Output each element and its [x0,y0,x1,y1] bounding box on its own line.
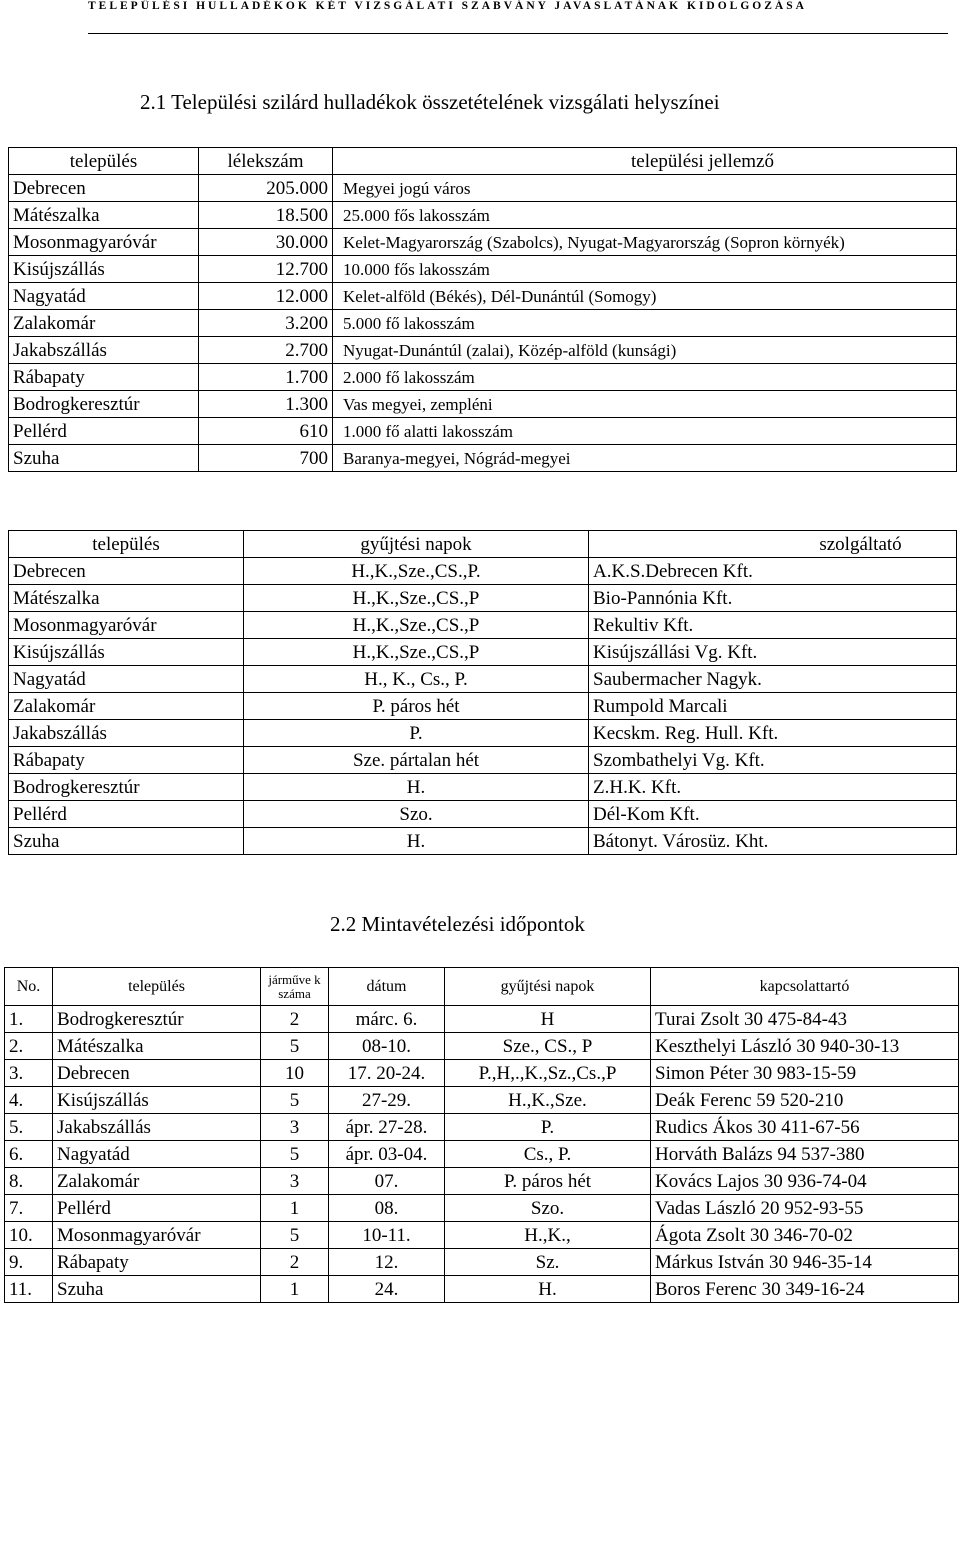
table-cell: 3 [261,1168,329,1195]
table-cell: 1. [5,1006,53,1033]
table-cell: Mátészalka [9,202,199,229]
table-cell: Rábapaty [9,364,199,391]
table-cell: 5 [261,1087,329,1114]
table-cell: Debrecen [9,175,199,202]
table-cell: Mátészalka [9,585,244,612]
table-cell: 10.000 fős lakosszám [333,256,957,283]
table-cell: Jakabszállás [9,720,244,747]
table-row [9,747,957,774]
table-cell: Dél-Kom Kft. [589,801,957,828]
column-header: szolgáltató [589,531,957,558]
table-cell: Kisújszállás [9,639,244,666]
table-cell: Turai Zsolt 30 475-84-43 [651,1006,959,1033]
table-cell: Zalakomár [9,693,244,720]
table-cell: 17. 20-24. [329,1060,445,1087]
table-cell: 10 [261,1060,329,1087]
table-cell: Megyei jogú város [333,175,957,202]
table-cell: Bodrogkeresztúr [9,391,199,418]
table-cell: Sze., CS., P [445,1033,651,1060]
table-cell: Kisújszállási Vg. Kft. [589,639,957,666]
table-cell: 30.000 [199,229,333,256]
table-cell: 4. [5,1087,53,1114]
table-row [9,720,957,747]
table-cell: H.,K.,Sze.,CS.,P [244,585,589,612]
table-cell: Szo. [445,1195,651,1222]
table-cell: 10-11. [329,1222,445,1249]
table-cell: Mosonmagyaróvár [9,612,244,639]
table-cell: Mátészalka [53,1033,261,1060]
table-cell: H.,K.,Sze.,CS.,P [244,612,589,639]
table-cell: Sze. pártalan hét [244,747,589,774]
table-cell: 7. [5,1195,53,1222]
table-cell: 5 [261,1222,329,1249]
table-cell: Nagyatád [9,666,244,693]
table-cell: A.K.S.Debrecen Kft. [589,558,957,585]
table-cell: Vas megyei, zempléni [333,391,957,418]
table-cell: Nyugat-Dunántúl (zalai), Közép-alföld (kunsági) [333,337,957,364]
table-header-row [9,148,957,175]
table-cell: 2.000 fő lakosszám [333,364,957,391]
table-cell: 12. [329,1249,445,1276]
table-cell: Szuha [53,1276,261,1303]
table-cell: Kisújszállás [53,1087,261,1114]
table-row [9,612,957,639]
table-cell: 3. [5,1060,53,1087]
table-row [5,1141,959,1168]
column-header: település [9,148,199,175]
table-cell: P. páros hét [445,1168,651,1195]
table-cell: Kecskm. Reg. Hull. Kft. [589,720,957,747]
table-cell: márc. 6. [329,1006,445,1033]
table-cell: 205.000 [199,175,333,202]
collection-table [8,530,957,855]
table-cell: Z.H.K. Kft. [589,774,957,801]
table-cell: Bio-Pannónia Kft. [589,585,957,612]
table-cell: 610 [199,418,333,445]
table-cell: Nagyatád [9,283,199,310]
table-cell: ápr. 03-04. [329,1141,445,1168]
table-row [5,1087,959,1114]
table-header-row [9,531,957,558]
table-row [9,666,957,693]
table-cell: Pellérd [9,801,244,828]
table-cell: 700 [199,445,333,472]
table-row [9,693,957,720]
column-header: település [9,531,244,558]
table-cell: Zalakomár [9,310,199,337]
table-cell: P. páros hét [244,693,589,720]
table-cell: Bátonyt. Városüz. Kht. [589,828,957,855]
table-cell: 2. [5,1033,53,1060]
table-cell: Pellérd [53,1195,261,1222]
table-cell: 11. [5,1276,53,1303]
column-header: lélekszám [199,148,333,175]
table-cell: ápr. 27-28. [329,1114,445,1141]
table-cell: H.,K., [445,1222,651,1249]
table-cell: 1.700 [199,364,333,391]
table-cell: Jakabszállás [53,1114,261,1141]
table-cell: 07. [329,1168,445,1195]
table-cell: 8. [5,1168,53,1195]
table-cell: P. [244,720,589,747]
table-cell: Vadas László 20 952-93-55 [651,1195,959,1222]
table-cell: Rudics Ákos 30 411-67-56 [651,1114,959,1141]
table-cell: Rábapaty [9,747,244,774]
table-cell: H. [244,774,589,801]
table-row [9,256,957,283]
table-row [9,558,957,585]
table-cell: H.,K.,Sze.,CS.,P. [244,558,589,585]
column-header: települési jellemző [333,148,957,175]
table-cell: 10. [5,1222,53,1249]
table-cell: Cs., P. [445,1141,651,1168]
sampling-schedule-table [4,967,959,1303]
table-cell: Kelet-alföld (Békés), Dél-Dunántúl (Somogy) [333,283,957,310]
table-cell: 1.000 fő alatti lakosszám [333,418,957,445]
table-cell: Bodrogkeresztúr [9,774,244,801]
table-cell: 9. [5,1249,53,1276]
table-cell: Keszthelyi László 30 940-30-13 [651,1033,959,1060]
table-row [9,337,957,364]
table-row [5,1006,959,1033]
table-cell: Boros Ferenc 30 349-16-24 [651,1276,959,1303]
table-row [9,283,957,310]
table-row [9,391,957,418]
table-cell: H [445,1006,651,1033]
table-cell: P.,H,.,K.,Sz.,Cs.,P [445,1060,651,1087]
table-cell: Szombathelyi Vg. Kft. [589,747,957,774]
table-cell: H.,K.,Sze.,CS.,P [244,639,589,666]
table-cell: 1 [261,1276,329,1303]
table-row [5,1276,959,1303]
table-cell: 3.200 [199,310,333,337]
table-cell: 08. [329,1195,445,1222]
table-row [5,1222,959,1249]
table-row [5,1033,959,1060]
table-cell: Pellérd [9,418,199,445]
table-cell: Horváth Balázs 94 537-380 [651,1141,959,1168]
table-row [9,585,957,612]
table-cell: 2 [261,1006,329,1033]
table-row [9,828,957,855]
table-cell: H. [244,828,589,855]
column-header: település [53,968,261,1006]
table-cell: Nagyatád [53,1141,261,1168]
column-header: kapcsolattartó [651,968,959,1006]
table-cell: 5.000 fő lakosszám [333,310,957,337]
table-cell: Rekultiv Kft. [589,612,957,639]
section-title-2-1: 2.1 Települési szilárd hulladékok összetételének vizsgálati helyszínei [140,90,720,114]
table-row [9,175,957,202]
table-cell: Kovács Lajos 30 936-74-04 [651,1168,959,1195]
column-header: járműve k száma [261,968,329,1006]
table-cell: H. [445,1276,651,1303]
table-cell: Kelet-Magyarország (Szabolcs), Nyugat-Magyarország (Sopron környék) [333,229,957,256]
table-cell: H.,K.,Sze. [445,1087,651,1114]
locations-table [8,147,957,472]
column-header: No. [5,968,53,1006]
table-row [9,310,957,337]
running-header: TELEPÜLÉSI HULLADÉKOK KÉT VIZSGÁLATI SZABVÁNY JAVASLATÁNAK KIDOLGOZÁSA [88,0,807,12]
table-cell: Szo. [244,801,589,828]
table-row [9,418,957,445]
table-cell: Baranya-megyei, Nógrád-megyei [333,445,957,472]
table-cell: 24. [329,1276,445,1303]
table-cell: Rábapaty [53,1249,261,1276]
table-cell: Zalakomár [53,1168,261,1195]
table-row [9,445,957,472]
table-cell: 2 [261,1249,329,1276]
column-header: dátum [329,968,445,1006]
section-title-2-2: 2.2 Mintavételezési időpontok [330,912,585,936]
table-cell: Simon Péter 30 983-15-59 [651,1060,959,1087]
table-cell: Márkus István 30 946-35-14 [651,1249,959,1276]
table-row [9,774,957,801]
table-cell: 25.000 fős lakosszám [333,202,957,229]
table-row [5,1168,959,1195]
table-row [9,639,957,666]
table-header-row [5,968,959,1006]
table-cell: 5. [5,1114,53,1141]
table-row [9,229,957,256]
table-cell: 5 [261,1141,329,1168]
table-cell: Debrecen [53,1060,261,1087]
column-header: gyűjtési napok [244,531,589,558]
table-cell: 08-10. [329,1033,445,1060]
table-cell: 5 [261,1033,329,1060]
table-cell: Mosonmagyaróvár [9,229,199,256]
table-cell: Sz. [445,1249,651,1276]
table-row [5,1114,959,1141]
table-cell: 1.300 [199,391,333,418]
table-cell: 1 [261,1195,329,1222]
table-cell: Debrecen [9,558,244,585]
table-cell: 27-29. [329,1087,445,1114]
table-cell: P. [445,1114,651,1141]
table-cell: Deák Ferenc 59 520-210 [651,1087,959,1114]
table-row [9,801,957,828]
table-cell: Szuha [9,445,199,472]
table-row [5,1249,959,1276]
table-cell: Ágota Zsolt 30 346-70-02 [651,1222,959,1249]
table-cell: 12.700 [199,256,333,283]
table-cell: Saubermacher Nagyk. [589,666,957,693]
column-header: gyűjtési napok [445,968,651,1006]
table-row [5,1060,959,1087]
table-cell: H., K., Cs., P. [244,666,589,693]
table-row [9,202,957,229]
table-cell: Bodrogkeresztúr [53,1006,261,1033]
table-cell: Szuha [9,828,244,855]
table-cell: Mosonmagyaróvár [53,1222,261,1249]
table-cell: 2.700 [199,337,333,364]
table-cell: 18.500 [199,202,333,229]
table-cell: Rumpold Marcali [589,693,957,720]
table-cell: 6. [5,1141,53,1168]
table-row [5,1195,959,1222]
table-cell: Kisújszállás [9,256,199,283]
header-rule [88,33,948,34]
table-cell: 12.000 [199,283,333,310]
table-cell: Jakabszállás [9,337,199,364]
table-row [9,364,957,391]
table-cell: 3 [261,1114,329,1141]
